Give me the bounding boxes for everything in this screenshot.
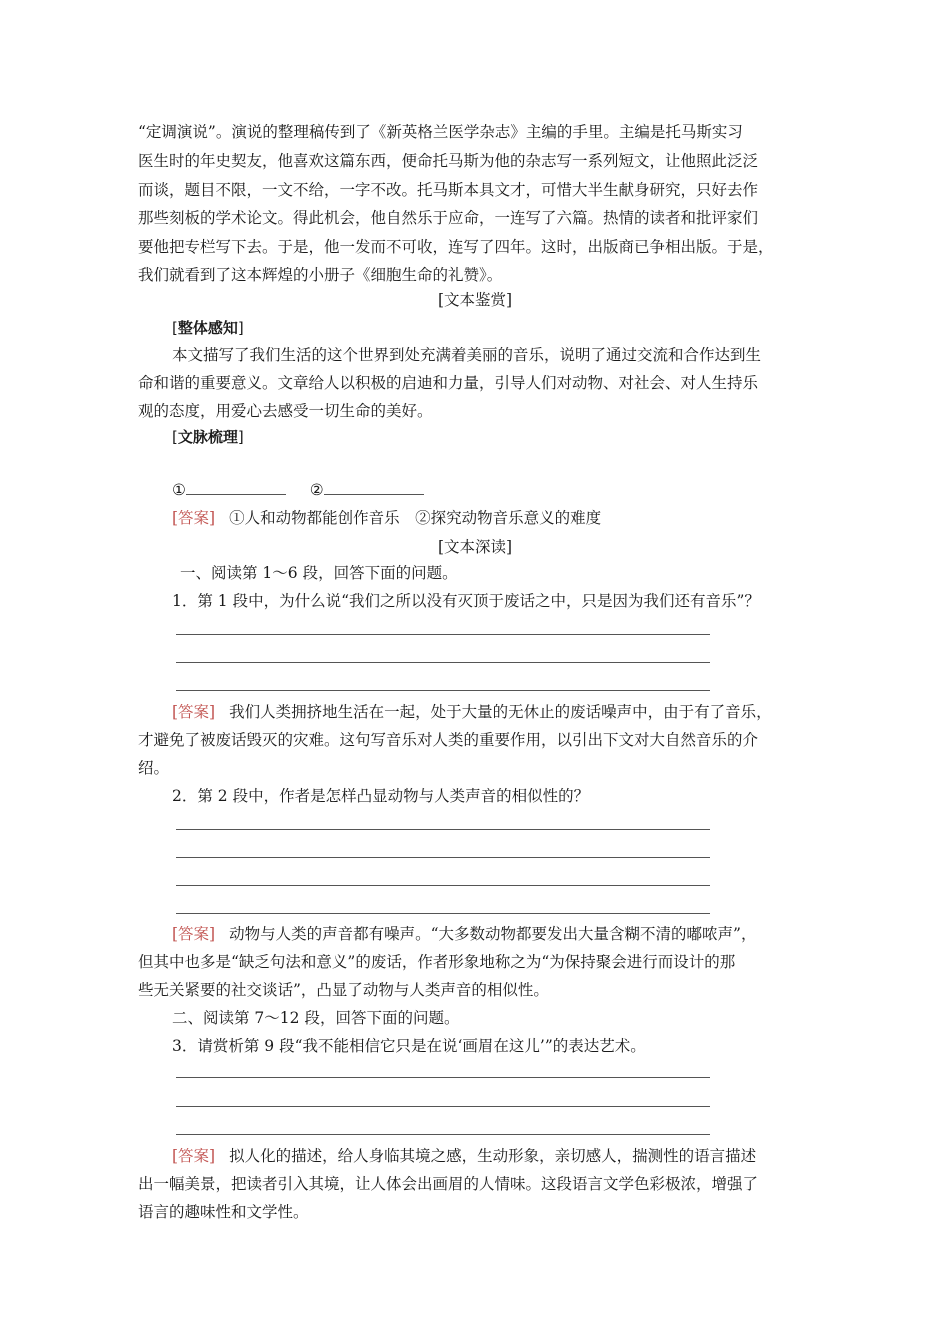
section-title-appreciation: [文本鉴赏] (437, 291, 513, 309)
answer-line[interactable] (176, 634, 710, 635)
answer-text: ①人和动物都能创作音乐 ②探究动物音乐意义的难度 (229, 509, 602, 527)
intro-line: 要他把专栏写下去。于是，他一发而不可收，连写了四年。这时，出版商已争相出版。于是， (138, 238, 774, 256)
intro-line: 医生时的年史契友，他喜欢这篇东西，便命托马斯为他的杂志写一系列短文，让他照此泛泛 (138, 152, 759, 170)
answer-line[interactable] (176, 857, 710, 858)
answer-2-first (172, 924, 756, 944)
blank-1-label: ① (172, 481, 186, 499)
answer-1-first (172, 702, 772, 722)
answer-line[interactable] (176, 1106, 710, 1107)
answer-1-line: 才避免了被废话毁灭的灾难。这句写音乐对人类的重要作用，以引出下文对大自然音乐的介 (138, 731, 759, 749)
answer-line[interactable] (176, 690, 710, 691)
overall-line: 命和谐的重要意义。文章给人以积极的启迪和力量，引导人们对动物、对社会、对人生持乐 (138, 374, 759, 392)
structure-heading: [文脉梳理] (172, 428, 244, 446)
intro-line: 那些刻板的学术论文。得此机会，他自然乐于应命，一连写了六篇。热情的读者和批评家们 (138, 209, 759, 227)
answer-3-line: 出一幅美景，把读者引入其境，让人体会出画眉的人情味。这段语言文学色彩极浓，增强了 (138, 1175, 759, 1193)
answer-2-line: 但其中也多是“缺乏句法和意义”的废话，作者形象地称之为“为保持聚会进行而设计的那 (138, 953, 736, 971)
structure-blanks (172, 480, 424, 500)
answer-3-first (172, 1146, 756, 1166)
answer-text: 拟人化的描述，给人身临其境之感，生动形象，亲切感人，揣测性的语言描述 (229, 1147, 757, 1165)
answer-line[interactable] (176, 1134, 710, 1135)
intro-line: 我们就看到了这本辉煌的小册子《细胞生命的礼赞》。 (138, 266, 503, 284)
question-3: 3．请赏析第 9 段“我不能相信它只是在说‘画眉在这儿’”的表达艺术。 (172, 1037, 646, 1055)
answer-line[interactable] (176, 885, 710, 886)
answer-line[interactable] (176, 829, 710, 830)
structure-answer (172, 508, 601, 528)
answer-line[interactable] (176, 662, 710, 663)
answer-tag: [答案] (172, 703, 216, 721)
blank-2-line[interactable] (324, 480, 424, 495)
part-1-title: 一、阅读第 1～6 段，回答下面的问题。 (180, 564, 458, 582)
overall-label: 整体感知 (177, 319, 238, 337)
answer-tag: [答案] (172, 925, 216, 943)
answer-3-line: 语言的趣味性和文学性。 (138, 1203, 309, 1221)
intro-line: 而谈，题目不限，一文不给，一字不改。托马斯本具文才，可惜大半生献身研究，只好去作 (138, 181, 759, 199)
answer-1-line: 绍。 (138, 759, 170, 777)
structure-label: 文脉梳理 (177, 428, 238, 446)
answer-line[interactable] (176, 1077, 710, 1078)
overall-heading: [整体感知] (172, 319, 244, 337)
overall-line: 本文描写了我们生活的这个世界到处充满着美丽的音乐，说明了通过交流和合作达到生 (172, 346, 762, 364)
answer-line[interactable] (176, 913, 710, 914)
question-2: 2．第 2 段中，作者是怎样凸显动物与人类声音的相似性的？ (172, 787, 590, 805)
blank-1-line[interactable] (186, 480, 286, 495)
part-2-title: 二、阅读第 7～12 段，回答下面的问题。 (172, 1009, 460, 1027)
answer-text: 我们人类拥挤地生活在一起，处于大量的无休止的废话噪声中，由于有了音乐， (229, 703, 772, 721)
answer-tag: [答案] (172, 1147, 216, 1165)
question-1: 1．第 1 段中，为什么说“我们之所以没有灭顶于废话之中，只是因为我们还有音乐”？ (172, 592, 760, 610)
intro-line: “定调演说”。演说的整理稿传到了《新英格兰医学杂志》主编的手里。主编是托马斯实习 (138, 123, 743, 141)
answer-tag: [答案] (172, 509, 216, 527)
overall-line: 观的态度，用爱心去感受一切生命的美好。 (138, 402, 433, 420)
section-title-deep: [文本深读] (437, 538, 513, 556)
answer-text: 动物与人类的声音都有噪声。“大多数动物都要发出大量含糊不清的嘟哝声”， (229, 925, 757, 943)
blank-2-label: ② (309, 481, 324, 499)
answer-2-line: 些无关紧要的社交谈话”，凸显了动物与人类声音的相似性。 (138, 981, 549, 999)
